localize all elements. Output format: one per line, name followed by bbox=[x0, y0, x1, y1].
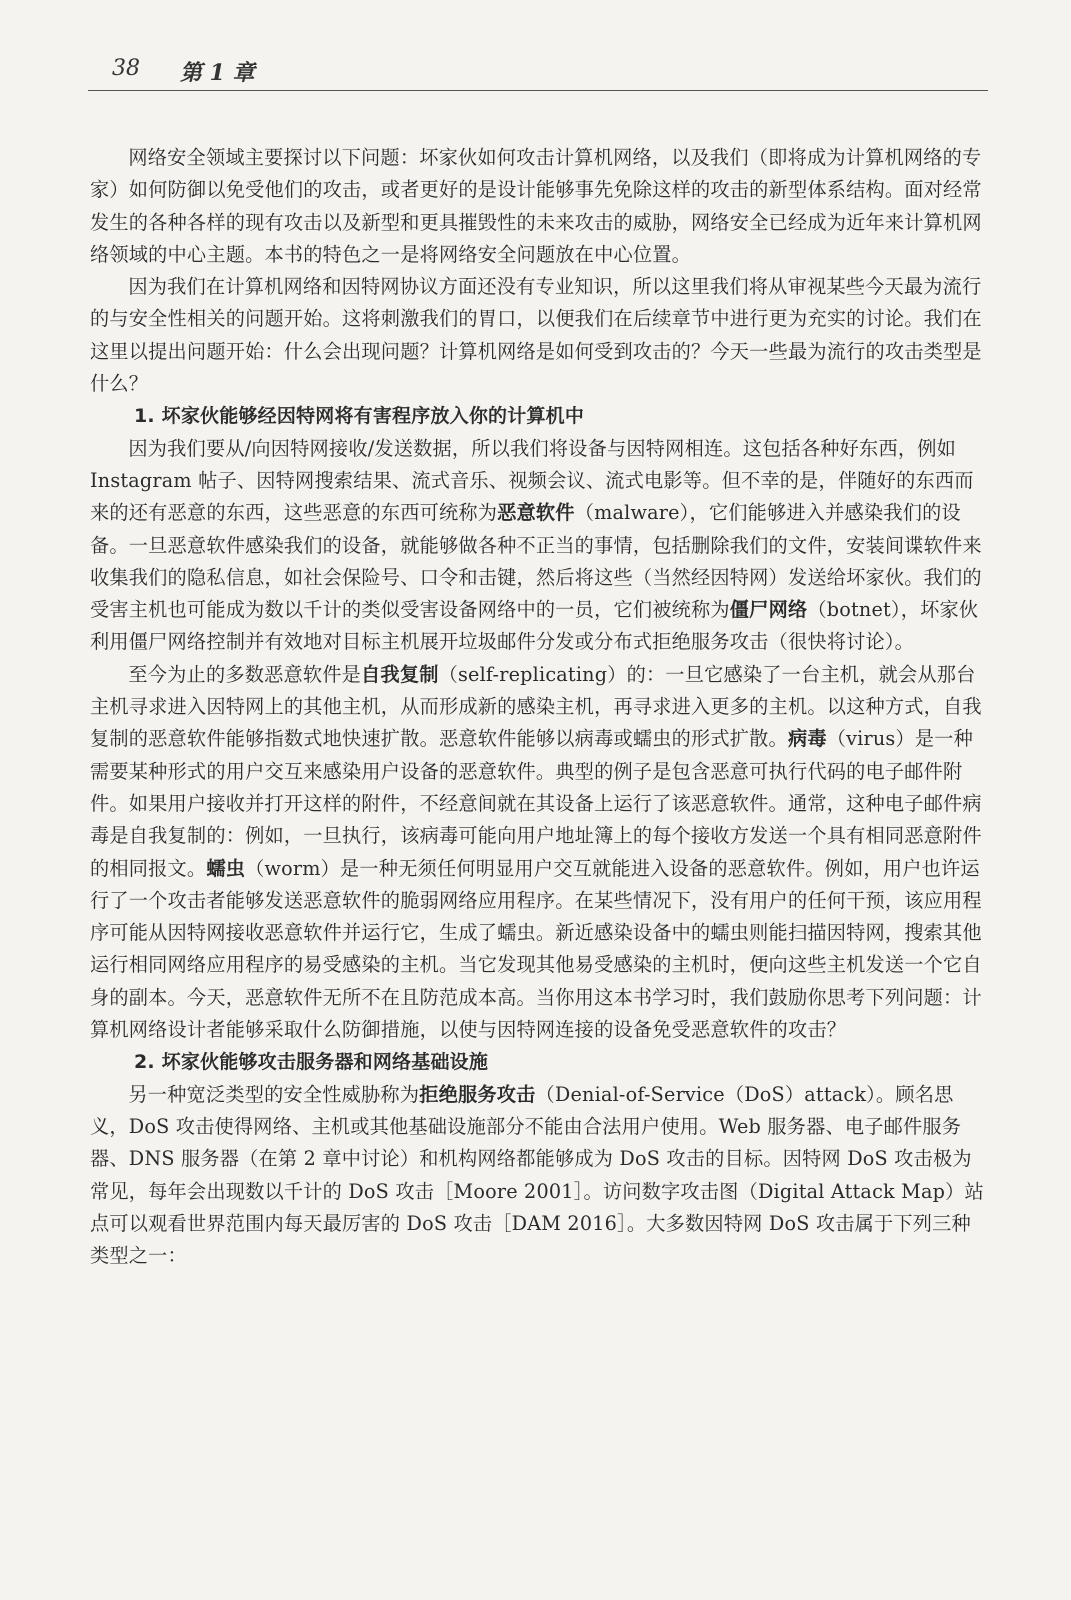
paragraph-self-replicating bbox=[90, 659, 986, 1047]
paragraph-malware bbox=[90, 433, 986, 659]
body-text bbox=[90, 142, 986, 1272]
page-number: 38 bbox=[112, 56, 140, 81]
paragraph-overview: 因为我们在计算机网络和因特网协议方面还没有专业知识，所以这里我们将从审视某些今天最为流行的与安全性相关的问题开始。这将刺激我们的胃口，以便我们在后续章节中进行更为充实的讨论。我们在这里以提出问题开始：什么会出现问题？计算机网络是如何受到攻击的？今天一些最为流行的攻击类型是什么？ bbox=[90, 275, 982, 396]
term-dos: 拒绝服务攻击 bbox=[419, 1082, 536, 1106]
term-worm: 蠕虫 bbox=[206, 856, 246, 880]
term-virus: 病毒 bbox=[787, 727, 827, 751]
paragraph-dos bbox=[90, 1079, 986, 1273]
section-heading-malware: 1. 坏家伙能够经因特网将有害程序放入你的计算机中 bbox=[134, 405, 585, 428]
running-header bbox=[88, 56, 988, 91]
text-run: （worm）是一种无须任何明显用户交互就能进入设备的恶意软件。例如，用户也许运行了一个攻击者能够发送恶意软件的脆弱网络应用程序。在某些情况下，没有用户的任何干预，该应用程序可能从因特网接收恶意软件并运行它，生成了蠕虫。新近感染设备中的蠕虫则能扫描因特网，搜索其他运行相同网络应用程序的易受感染的主机。当它发现其他易受感染的主机时，便向这些主机发送一个它自身的副本。今天，恶意软件无所不在且防范成本高。当你用这本书学习时，我们鼓励你思考下列问题：计算机网络设计者能够采取什么防御措施，以使与因特网连接的设备免受恶意软件的攻击？ bbox=[90, 856, 982, 1042]
text-run: （botnet），坏家伙利用僵尸网络控制并有效地对目标主机展开垃圾邮件分发或分布式拒绝服务攻击（很快将讨论）。 bbox=[90, 598, 979, 654]
text-run: （malware），它们能够进入并感染我们的设备。一旦恶意软件感染我们的设备，就能够做各种不正当的事情，包括删除我们的文件，安装间谍软件来收集我们的隐私信息，如社会保险号、口令和击键，然后将这些（当然经因特网）发送给坏家伙。我们的受害主机也可能成为数以千计的类似受害设备网络中的一员，它们被统称为 bbox=[90, 501, 982, 622]
chapter-label: 第 1 章 bbox=[180, 60, 255, 86]
section-heading-dos: 2. 坏家伙能够攻击服务器和网络基础设施 bbox=[134, 1051, 489, 1074]
text-run: （virus）是一种需要某种形式的用户交互来感染用户设备的恶意软件。典型的例子是包含恶意可执行代码的电子邮件附件。如果用户接收并打开这样的附件，不经意间就在其设备上运行了该恶意软件。通常，这种电子邮件病毒是自我复制的：例如，一旦执行，该病毒可能向用户地址簿上的每个接收方发送一个具有相同恶意附件的相同报文。 bbox=[90, 727, 982, 880]
term-botnet: 僵尸网络 bbox=[729, 598, 808, 622]
paragraph-intro: 网络安全领域主要探讨以下问题：坏家伙如何攻击计算机网络，以及我们（即将成为计算机网络的专家）如何防御以免受他们的攻击，或者更好的是设计能够事先免除这样的攻击的新型体系结构。面对经常发生的各种各样的现有攻击以及新型和更具摧毁性的未来攻击的威胁，网络安全已经成为近年来计算机网络领域的中心主题。本书的特色之一是将网络安全问题放在中心位置。 bbox=[90, 146, 982, 266]
term-malware: 恶意软件 bbox=[497, 501, 575, 525]
text-run: 因为我们要从/向因特网接收/发送数据，所以我们将设备与因特网相连。这包括各种好东西，例如 Instagram 帖子、因特网搜索结果、流式音乐、视频会议、流式电影等。但不幸的是，伴随好的东西而来的还有恶意的东西，这些恶意的东西可统称为 bbox=[90, 436, 974, 525]
text-run: 至今为止的多数恶意软件是 bbox=[128, 662, 362, 686]
text-run: （self-replicating）的：一旦它感染了一台主机，就会从那台主机寻求进入因特网上的其他主机，从而形成新的感染主机，再寻求进入更多的主机。以这种方式，自我复制的恶意软件能够指数式地快速扩散。恶意软件能够以病毒或蠕虫的形式扩散。 bbox=[90, 662, 982, 751]
term-self-replicating: 自我复制 bbox=[361, 662, 439, 686]
text-run: 另一种宽泛类型的安全性威胁称为 bbox=[128, 1082, 420, 1106]
text-run: （Denial-of-Service（DoS）attack）。顾名思义，DoS 攻击使得网络、主机或其他基础设施部分不能由合法用户使用。Web 服务器、电子邮件服务器、DNS 服务器（在第 2 章中讨论）和机构网络都能够成为 DoS 攻击的目标。因特网 DoS 攻击极为常见，每年会出现数以千计的 DoS 攻击［Moore 2001］。访问数字攻击图（Digital Attack Map）站点可以观看世界范围内每天最厉害的 DoS 攻击［DAM 2016］。大多数因特网 DoS 攻击属于下列三种类型之一： bbox=[90, 1082, 984, 1268]
